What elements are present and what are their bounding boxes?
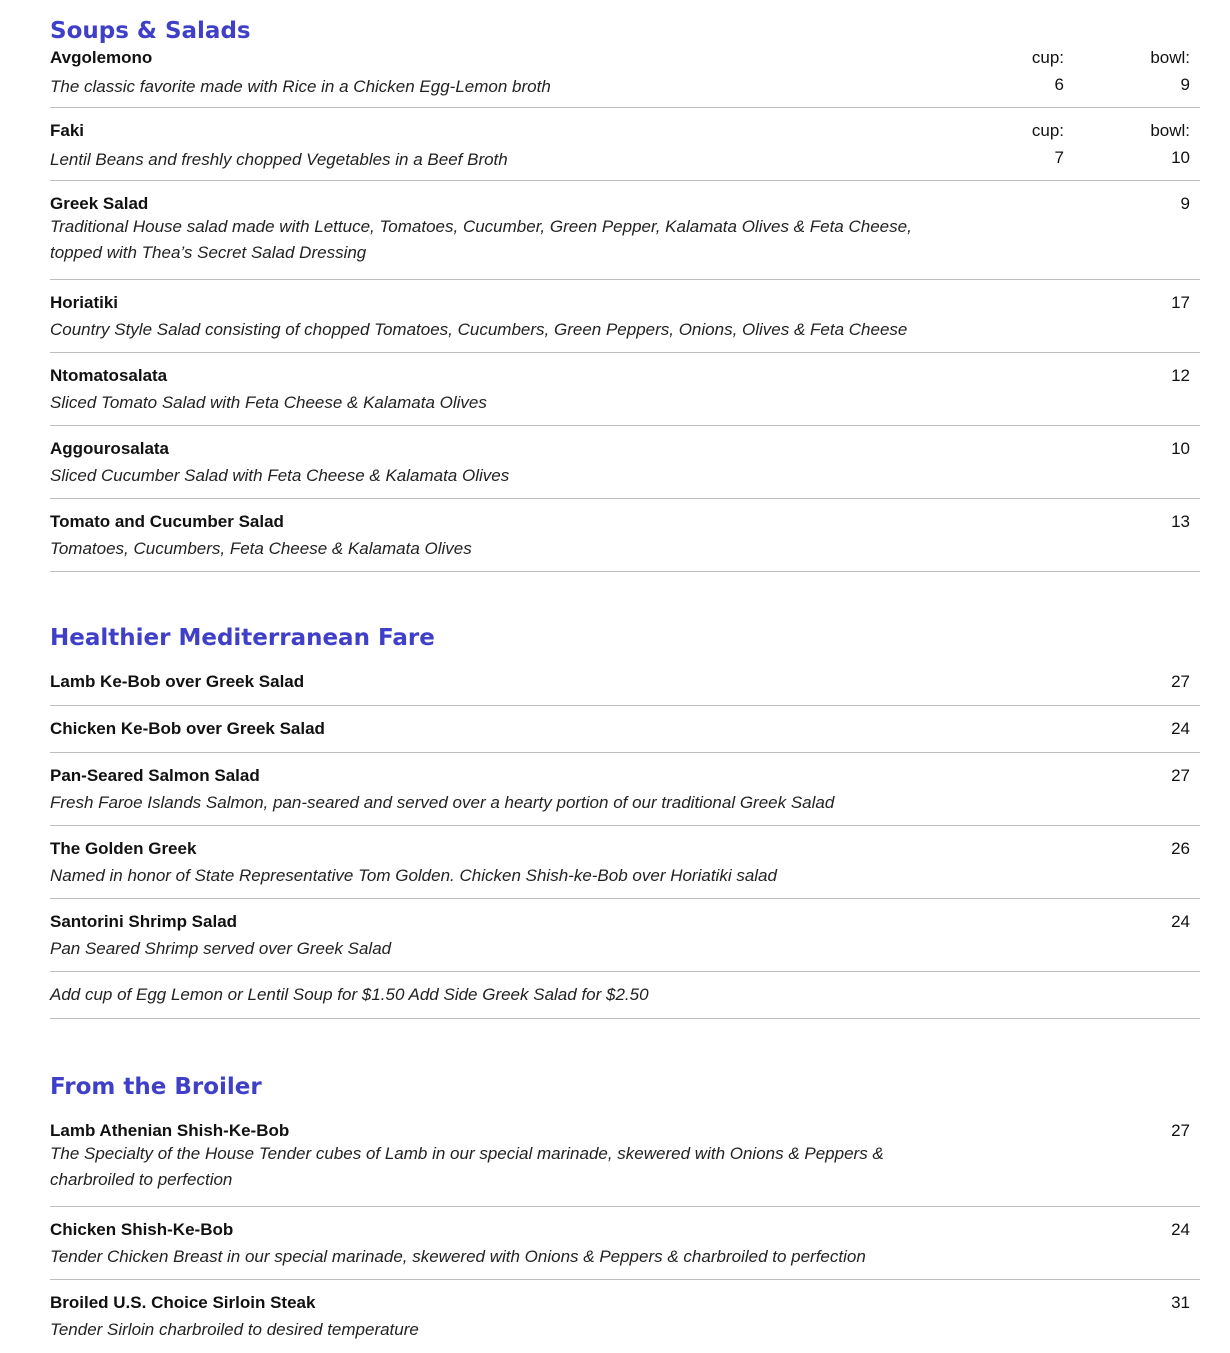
item-description: Country Style Salad consisting of chopped Tomatoes, Cucumbers, Green Peppers, Onions, Olives & Feta Cheese (50, 320, 908, 339)
item-price: 27 (1171, 1121, 1190, 1140)
item-name: Pan-Seared Salmon Salad (50, 766, 260, 785)
cup-bowl-prices (930, 121, 1190, 173)
section-title-from-the-broiler: From the Broiler (50, 1074, 262, 1100)
bowl-label: bowl: (1150, 48, 1190, 67)
bowl-price: 10 (1171, 148, 1190, 167)
item-price: 27 (1171, 672, 1190, 691)
add-on-note: Add cup of Egg Lemon or Lentil Soup for $1.50 Add Side Greek Salad for $2.50 (50, 972, 1200, 1019)
item-name: Santorini Shrimp Salad (50, 912, 238, 931)
item-name: Aggourosalata (50, 439, 170, 458)
item-price: 24 (1171, 719, 1190, 738)
item-description: Fresh Faroe Islands Salmon, pan-seared and served over a hearty portion of our traditional Greek Salad (50, 793, 835, 812)
cup-price: 7 (1054, 148, 1064, 167)
menu-page (50, 0, 1200, 1353)
menu-item-santorini-shrimp (50, 899, 1200, 972)
item-name: Greek Salad (50, 194, 149, 213)
menu-item-avgolemono (50, 35, 1200, 108)
item-description: Tender Sirloin charbroiled to desired temperature (50, 1320, 419, 1339)
menu-item-lamb-shish-kebob (50, 1108, 1200, 1207)
menu-item-tomato-cucumber-salad (50, 499, 1200, 572)
item-description: Sliced Tomato Salad with Feta Cheese & Kalamata Olives (50, 393, 487, 412)
item-description: Tender Chicken Breast in our special marinade, skewered with Onions & Peppers & charbroiled to perfection (50, 1247, 866, 1266)
menu-item-horiatiki (50, 280, 1200, 353)
item-name: Lamb Athenian Shish-Ke-Bob (50, 1121, 290, 1140)
item-price: 26 (1171, 839, 1190, 858)
item-name: Avgolemono (50, 48, 153, 67)
section-title-healthier-fare: Healthier Mediterranean Fare (50, 625, 435, 651)
bowl-label: bowl: (1150, 121, 1190, 140)
item-name: Lamb Ke-Bob over Greek Salad (50, 672, 305, 691)
item-name: Tomato and Cucumber Salad (50, 512, 284, 531)
item-name: Broiled U.S. Choice Sirloin Steak (50, 1293, 316, 1312)
cup-label: cup: (1031, 48, 1064, 67)
item-description: Pan Seared Shrimp served over Greek Salad (50, 939, 392, 958)
cup-bowl-prices (930, 48, 1190, 100)
item-name: Horiatiki (50, 293, 119, 312)
menu-item-lamb-kebob-salad (50, 659, 1200, 706)
item-price: 9 (1180, 194, 1190, 213)
item-description: Traditional House salad made with Lettuce, Tomatoes, Cucumber, Green Pepper, Kalamata Olives & Feta Cheese, topped with Thea’s Secret Salad Dressing (50, 217, 912, 262)
item-price: 10 (1171, 439, 1190, 458)
item-name: Faki (50, 121, 85, 140)
item-description: Sliced Cucumber Salad with Feta Cheese & Kalamata Olives (50, 466, 510, 485)
menu-item-sirloin-steak (50, 1280, 1200, 1353)
menu-item-ntomatosalata (50, 353, 1200, 426)
menu-item-golden-greek (50, 826, 1200, 899)
item-price: 24 (1171, 1220, 1190, 1239)
item-name: The Golden Greek (50, 839, 197, 858)
cup-price: 6 (1054, 75, 1064, 94)
menu-item-faki (50, 108, 1200, 181)
menu-item-greek-salad (50, 181, 1200, 280)
item-description: The Specialty of the House Tender cubes of Lamb in our special marinade, skewered with Onions & Peppers & charbroiled to perfection (50, 1144, 884, 1189)
item-name: Chicken Ke-Bob over Greek Salad (50, 719, 325, 738)
item-name: Chicken Shish-Ke-Bob (50, 1220, 234, 1239)
item-price: 12 (1171, 366, 1190, 385)
section-title-soups-salads: Soups & Salads (50, 18, 251, 44)
bowl-price: 9 (1180, 75, 1190, 94)
item-name: Ntomatosalata (50, 366, 168, 385)
item-price: 27 (1171, 766, 1190, 785)
item-price: 24 (1171, 912, 1190, 931)
item-description: Lentil Beans and freshly chopped Vegetables in a Beef Broth (50, 150, 508, 169)
item-description: Named in honor of State Representative Tom Golden. Chicken Shish-ke-Bob over Horiatiki salad (50, 866, 777, 885)
item-description: Tomatoes, Cucumbers, Feta Cheese & Kalamata Olives (50, 539, 472, 558)
item-description: The classic favorite made with Rice in a Chicken Egg-Lemon broth (50, 77, 551, 96)
menu-item-aggourosalata (50, 426, 1200, 499)
menu-item-salmon-salad (50, 753, 1200, 826)
cup-label: cup: (1031, 121, 1064, 140)
item-price: 17 (1171, 293, 1190, 312)
item-price: 13 (1171, 512, 1190, 531)
menu-item-chicken-kebob-salad (50, 706, 1200, 753)
item-price: 31 (1171, 1293, 1190, 1312)
menu-item-chicken-shish-kebob (50, 1207, 1200, 1280)
